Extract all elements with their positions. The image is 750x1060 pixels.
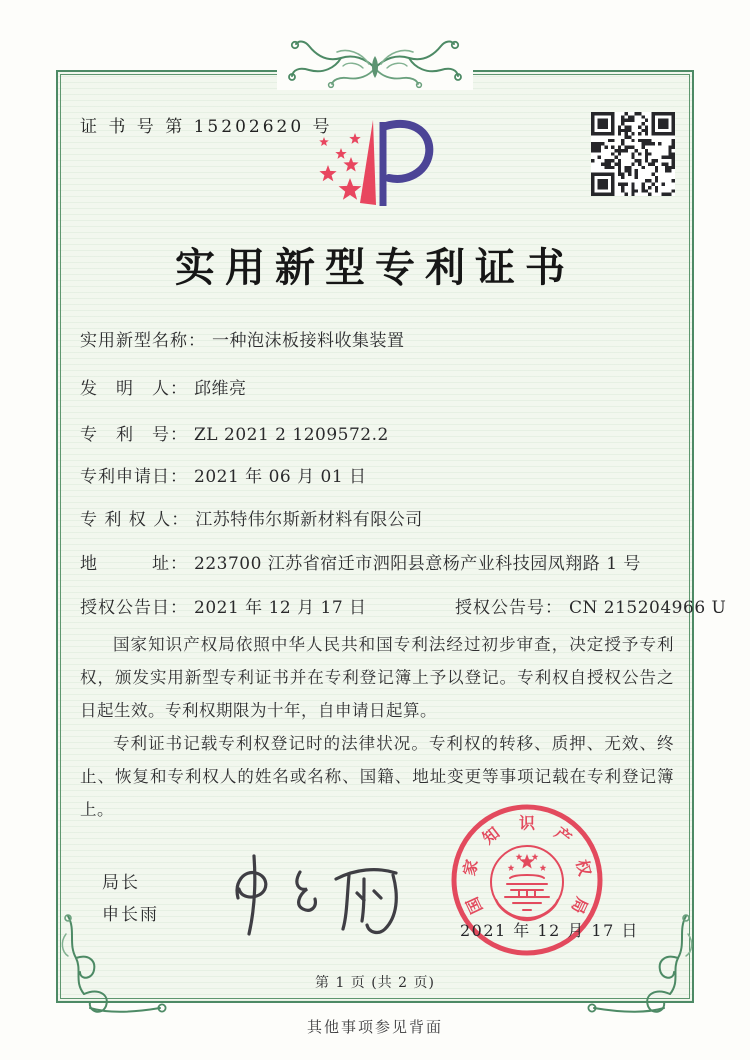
field-label: 专利申请日： xyxy=(80,467,188,487)
field-label: 专 利 权 人： xyxy=(80,510,190,530)
certificate-number: 证 书 号 第 15202620 号 xyxy=(80,117,333,137)
field-label: 发 明 人： xyxy=(80,379,188,399)
field-label: 授权公告日： xyxy=(80,598,188,618)
field-patentee xyxy=(80,505,423,530)
field-value: CN 215204966 U xyxy=(569,598,727,618)
field-value: 2021 年 12 月 17 日 xyxy=(194,598,367,618)
certificate-title: 实用新型专利证书 xyxy=(175,244,575,291)
svg-text:权: 权 xyxy=(572,857,595,878)
field-value: ZL 2021 2 1209572.2 xyxy=(194,425,389,445)
qr-code xyxy=(591,112,675,196)
back-side-note: 其他事项参见背面 xyxy=(306,1018,443,1036)
field-label: 授权公告号： xyxy=(455,598,563,618)
cnipa-logo-icon xyxy=(300,110,450,218)
page-number: 第 1 页 (共 2 页) xyxy=(315,975,435,991)
field-patent-number xyxy=(80,420,389,445)
svg-text:识: 识 xyxy=(518,813,536,833)
national-emblem-icon xyxy=(491,846,563,920)
field-utility-model-name xyxy=(80,326,405,351)
svg-text:家: 家 xyxy=(459,857,482,878)
field-label: 实用新型名称： xyxy=(80,331,206,351)
svg-text:国: 国 xyxy=(462,894,487,917)
svg-text:知: 知 xyxy=(478,823,504,848)
field-value: 江苏特伟尔斯新材料有限公司 xyxy=(195,510,423,530)
field-value: 2021 年 06 月 01 日 xyxy=(194,467,367,487)
field-address xyxy=(80,549,641,574)
field-grant-number xyxy=(455,593,726,618)
legal-text-block xyxy=(80,628,674,826)
bottom-left-flourish-icon xyxy=(52,912,176,1016)
director-name: 申长雨 xyxy=(102,905,159,925)
field-value: 一种泡沫板接料收集装置 xyxy=(212,331,405,351)
top-flourish-ornament-icon xyxy=(255,22,495,106)
field-label: 专 利 号： xyxy=(80,425,188,445)
svg-text:产: 产 xyxy=(550,823,576,848)
legal-paragraph-1: 国家知识产权局依照中华人民共和国专利法经过初步审查，决定授予专利权，颁发实用新型专利证书并在专利登记簿上予以登记。专利权自授权公告之日起生效。专利权期限为十年，自申请日起算。 xyxy=(80,635,674,720)
director-signature-icon xyxy=(208,846,413,938)
legal-paragraph-2: 专利证书记载专利权登记时的法律状况。专利权的转移、质押、无效、终止、恢复和专利权人的姓名或名称、国籍、地址变更等事项记载在专利登记簿上。 xyxy=(80,734,674,819)
seal-date: 2021 年 12 月 17 日 xyxy=(460,921,639,940)
field-grant-announcement xyxy=(80,593,727,618)
field-label: 地 址： xyxy=(80,554,188,574)
director-label: 局长 xyxy=(102,873,140,893)
field-value: 邱维亮 xyxy=(194,379,247,399)
field-inventor xyxy=(80,374,247,399)
svg-text:局: 局 xyxy=(567,894,592,917)
field-application-date xyxy=(80,462,367,487)
field-value: 223700 江苏省宿迁市泗阳县意杨产业科技园凤翔路 1 号 xyxy=(194,554,641,574)
